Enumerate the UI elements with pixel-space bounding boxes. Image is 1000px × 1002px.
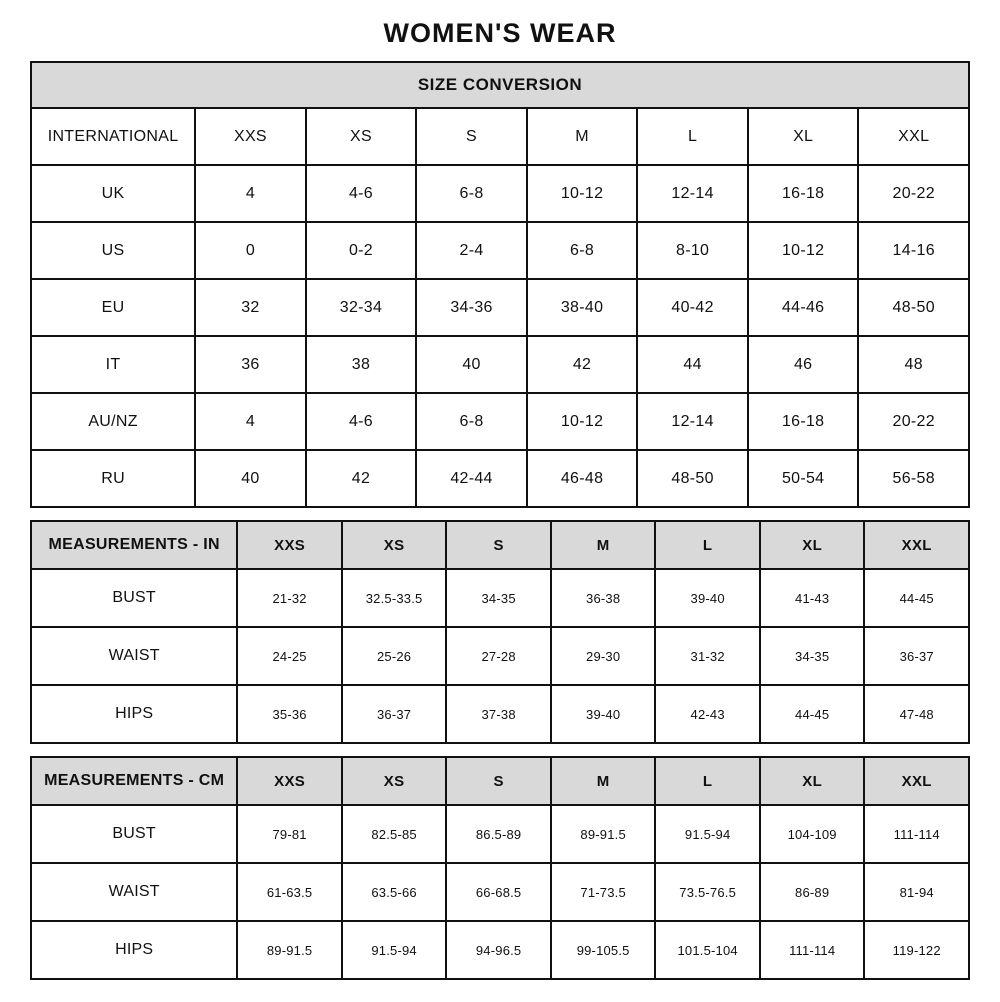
measurement-value-cell: 91.5-94 — [342, 921, 447, 979]
measurement-value-cell: 63.5-66 — [342, 863, 447, 921]
size-value-cell: 8-10 — [637, 222, 748, 279]
size-value-cell: 32 — [195, 279, 306, 336]
measurement-value-cell: 111-114 — [760, 921, 865, 979]
page-title: WOMEN'S WEAR — [383, 18, 617, 48]
size-value-cell: 44 — [637, 336, 748, 393]
size-value-cell: 10-12 — [527, 393, 638, 450]
size-value-cell: 12-14 — [637, 165, 748, 222]
measurement-value-cell: 111-114 — [864, 805, 969, 863]
measurement-value-cell: 39-40 — [551, 685, 656, 743]
table-row — [31, 450, 969, 507]
size-value-cell: 6-8 — [416, 165, 527, 222]
measurement-label: BUST — [31, 805, 237, 863]
size-value-cell: 16-18 — [748, 165, 859, 222]
size-value-cell: 10-12 — [748, 222, 859, 279]
measurement-value-cell: 47-48 — [864, 685, 969, 743]
measurement-value-cell: 81-94 — [864, 863, 969, 921]
size-conversion-title: SIZE CONVERSION — [31, 62, 969, 108]
measurement-label: WAIST — [31, 627, 237, 685]
region-label: RU — [31, 450, 195, 507]
size-header-cell: S — [446, 521, 551, 569]
size-header-cell: XS — [342, 521, 447, 569]
size-header-cell: XL — [760, 757, 865, 805]
size-value-cell: 56-58 — [858, 450, 969, 507]
measurement-value-cell: 101.5-104 — [655, 921, 760, 979]
measurements-cm-table — [30, 756, 970, 980]
size-value-cell: 14-16 — [858, 222, 969, 279]
measurement-value-cell: 73.5-76.5 — [655, 863, 760, 921]
size-header-cell: XS — [342, 757, 447, 805]
size-value-cell: 40-42 — [637, 279, 748, 336]
measurement-value-cell: 94-96.5 — [446, 921, 551, 979]
measurement-value-cell: 66-68.5 — [446, 863, 551, 921]
table-row — [31, 222, 969, 279]
size-value-cell: 44-46 — [748, 279, 859, 336]
measurement-value-cell: 31-32 — [655, 627, 760, 685]
size-header-cell: M — [527, 108, 638, 165]
size-value-cell: 42 — [527, 336, 638, 393]
size-header-cell: XS — [306, 108, 417, 165]
measurement-value-cell: 42-43 — [655, 685, 760, 743]
size-header-cell: XXS — [237, 521, 342, 569]
size-header-cell: XL — [748, 108, 859, 165]
table-row — [31, 921, 969, 979]
size-value-cell: 48-50 — [858, 279, 969, 336]
size-value-cell: 46 — [748, 336, 859, 393]
measurement-value-cell: 44-45 — [864, 569, 969, 627]
size-value-cell: 12-14 — [637, 393, 748, 450]
size-header-cell: XL — [760, 521, 865, 569]
measurement-value-cell: 25-26 — [342, 627, 447, 685]
table-row — [31, 569, 969, 627]
table-band-row — [31, 62, 969, 108]
measurement-value-cell: 119-122 — [864, 921, 969, 979]
size-value-cell: 32-34 — [306, 279, 417, 336]
measurements-title: MEASUREMENTS - CM — [31, 757, 237, 805]
size-value-cell: 42 — [306, 450, 417, 507]
measurement-value-cell: 86-89 — [760, 863, 865, 921]
size-header-cell: L — [655, 757, 760, 805]
measurement-value-cell: 39-40 — [655, 569, 760, 627]
size-header-cell: XXL — [858, 108, 969, 165]
measurements-in-table — [30, 520, 970, 744]
size-value-cell: 46-48 — [527, 450, 638, 507]
size-header-row — [31, 108, 969, 165]
measurement-label: HIPS — [31, 921, 237, 979]
region-label: UK — [31, 165, 195, 222]
measurement-value-cell: 29-30 — [551, 627, 656, 685]
measurements-header-row — [31, 521, 969, 569]
measurement-value-cell: 35-36 — [237, 685, 342, 743]
measurement-value-cell: 86.5-89 — [446, 805, 551, 863]
table-row — [31, 393, 969, 450]
measurement-value-cell: 34-35 — [760, 627, 865, 685]
size-value-cell: 20-22 — [858, 165, 969, 222]
size-value-cell: 40 — [195, 450, 306, 507]
measurement-value-cell: 104-109 — [760, 805, 865, 863]
table-row — [31, 336, 969, 393]
size-header-cell: S — [416, 108, 527, 165]
measurement-value-cell: 99-105.5 — [551, 921, 656, 979]
size-value-cell: 34-36 — [416, 279, 527, 336]
size-conversion-table — [30, 61, 970, 508]
size-header-cell: M — [551, 521, 656, 569]
size-header-cell: XXL — [864, 521, 969, 569]
region-label: AU/NZ — [31, 393, 195, 450]
table-row — [31, 863, 969, 921]
measurement-value-cell: 41-43 — [760, 569, 865, 627]
size-value-cell: 6-8 — [527, 222, 638, 279]
measurement-value-cell: 91.5-94 — [655, 805, 760, 863]
measurement-value-cell: 36-38 — [551, 569, 656, 627]
measurement-value-cell: 34-35 — [446, 569, 551, 627]
measurement-value-cell: 44-45 — [760, 685, 865, 743]
size-value-cell: 2-4 — [416, 222, 527, 279]
size-value-cell: 0 — [195, 222, 306, 279]
size-header-cell: XXL — [864, 757, 969, 805]
measurement-value-cell: 37-38 — [446, 685, 551, 743]
size-value-cell: 50-54 — [748, 450, 859, 507]
measurement-value-cell: 24-25 — [237, 627, 342, 685]
size-value-cell: 42-44 — [416, 450, 527, 507]
measurements-header-row — [31, 757, 969, 805]
size-header-cell: XXS — [195, 108, 306, 165]
size-value-cell: 48 — [858, 336, 969, 393]
size-value-cell: 38-40 — [527, 279, 638, 336]
measurement-value-cell: 79-81 — [237, 805, 342, 863]
size-value-cell: 20-22 — [858, 393, 969, 450]
measurement-label: BUST — [31, 569, 237, 627]
size-value-cell: 10-12 — [527, 165, 638, 222]
measurement-value-cell: 21-32 — [237, 569, 342, 627]
table-row — [31, 627, 969, 685]
measurement-value-cell: 61-63.5 — [237, 863, 342, 921]
measurement-value-cell: 36-37 — [864, 627, 969, 685]
size-value-cell: 36 — [195, 336, 306, 393]
size-value-cell: 38 — [306, 336, 417, 393]
size-value-cell: 48-50 — [637, 450, 748, 507]
size-value-cell: 4 — [195, 165, 306, 222]
measurement-value-cell: 82.5-85 — [342, 805, 447, 863]
size-header-cell: L — [655, 521, 760, 569]
size-value-cell: 4-6 — [306, 393, 417, 450]
table-row — [31, 805, 969, 863]
measurement-label: WAIST — [31, 863, 237, 921]
size-value-cell: 16-18 — [748, 393, 859, 450]
size-value-cell: 0-2 — [306, 222, 417, 279]
measurement-value-cell: 89-91.5 — [551, 805, 656, 863]
measurement-label: HIPS — [31, 685, 237, 743]
size-header-cell: XXS — [237, 757, 342, 805]
region-label: EU — [31, 279, 195, 336]
table-row — [31, 165, 969, 222]
measurement-value-cell: 32.5-33.5 — [342, 569, 447, 627]
size-header-cell: S — [446, 757, 551, 805]
size-value-cell: 4 — [195, 393, 306, 450]
region-label: IT — [31, 336, 195, 393]
size-value-cell: 6-8 — [416, 393, 527, 450]
size-header-cell: L — [637, 108, 748, 165]
size-header-cell: M — [551, 757, 656, 805]
size-value-cell: 4-6 — [306, 165, 417, 222]
international-label: INTERNATIONAL — [31, 108, 195, 165]
measurement-value-cell: 89-91.5 — [237, 921, 342, 979]
measurements-title: MEASUREMENTS - IN — [31, 521, 237, 569]
size-value-cell: 40 — [416, 336, 527, 393]
measurement-value-cell: 36-37 — [342, 685, 447, 743]
measurement-value-cell: 27-28 — [446, 627, 551, 685]
table-row — [31, 279, 969, 336]
region-label: US — [31, 222, 195, 279]
table-row — [31, 685, 969, 743]
measurement-value-cell: 71-73.5 — [551, 863, 656, 921]
